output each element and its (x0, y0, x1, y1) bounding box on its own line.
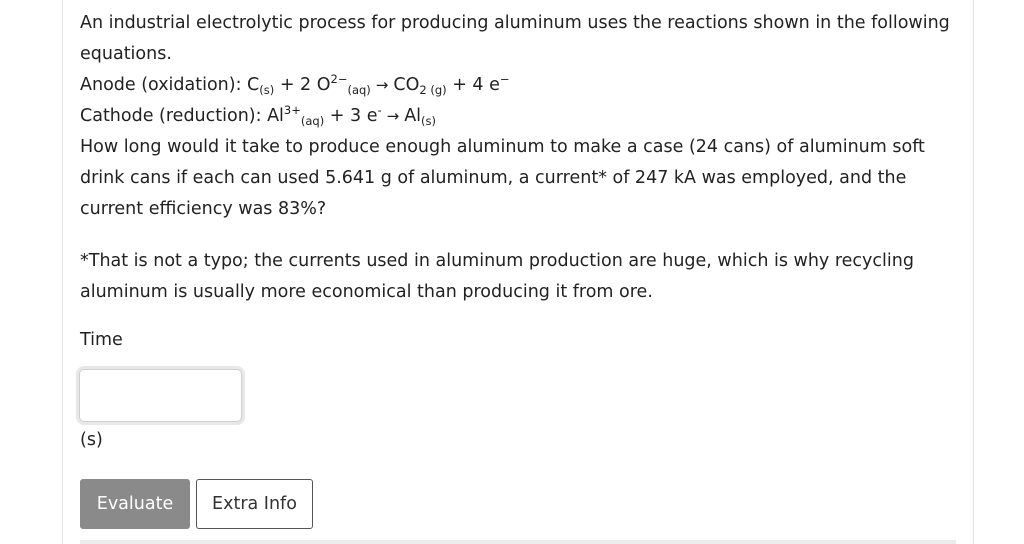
co2-state: 2 (g) (419, 83, 447, 97)
note-line-2: aluminum is usually more economical than producing it from ore. (80, 282, 653, 302)
question-body (80, 8, 960, 308)
time-label: Time (80, 330, 123, 350)
anode-electrons: + 4 e (446, 75, 500, 95)
aluminum-product-state: (s) (421, 114, 437, 128)
paragraph-gap (80, 225, 960, 246)
oxide-charge: 2− (330, 72, 348, 86)
anode-equation (80, 70, 960, 101)
anode-arrow: → (375, 76, 389, 94)
prompt-line-2: drink cans if each can used 5.641 g of aluminum, a current* of 247 kA was employed, and the (80, 168, 907, 188)
time-input[interactable] (79, 369, 242, 422)
bottom-divider (80, 540, 956, 544)
anode-carbon-state: (s) (259, 83, 275, 97)
cathode-equation (80, 101, 960, 132)
evaluate-button[interactable]: Evaluate (80, 479, 190, 529)
cathode-label: Cathode (reduction): Al (80, 106, 284, 126)
extra-info-button[interactable]: Extra Info (196, 479, 313, 529)
aluminum-product: Al (404, 106, 422, 126)
note-line-1: *That is not a typo; the currents used in aluminum production are huge, which is why recycling (80, 251, 914, 271)
co2-formula: CO (393, 75, 420, 95)
aluminum-ion-state: (aq) (300, 114, 325, 128)
oxide-state: (aq) (347, 83, 371, 97)
anode-label: Anode (oxidation): C (80, 75, 260, 95)
prompt-line-1: How long would it take to produce enough aluminum to make a case (24 cans) of aluminum soft (80, 137, 925, 157)
intro-line-1: An industrial electrolytic process for producing aluminum uses the reactions shown in the following (80, 13, 950, 33)
cathode-electrons: + 3 e (324, 106, 378, 126)
anode-oxide-term: + 2 O (274, 75, 331, 95)
anode-electron-charge: − (499, 72, 510, 86)
time-unit: (s) (80, 430, 103, 450)
cathode-electron-charge: - (377, 103, 382, 117)
intro-line-2: equations. (80, 44, 172, 64)
aluminum-ion-charge: 3+ (283, 103, 301, 117)
prompt-line-3: current efficiency was 83%? (80, 199, 327, 219)
cathode-arrow: → (386, 107, 400, 125)
